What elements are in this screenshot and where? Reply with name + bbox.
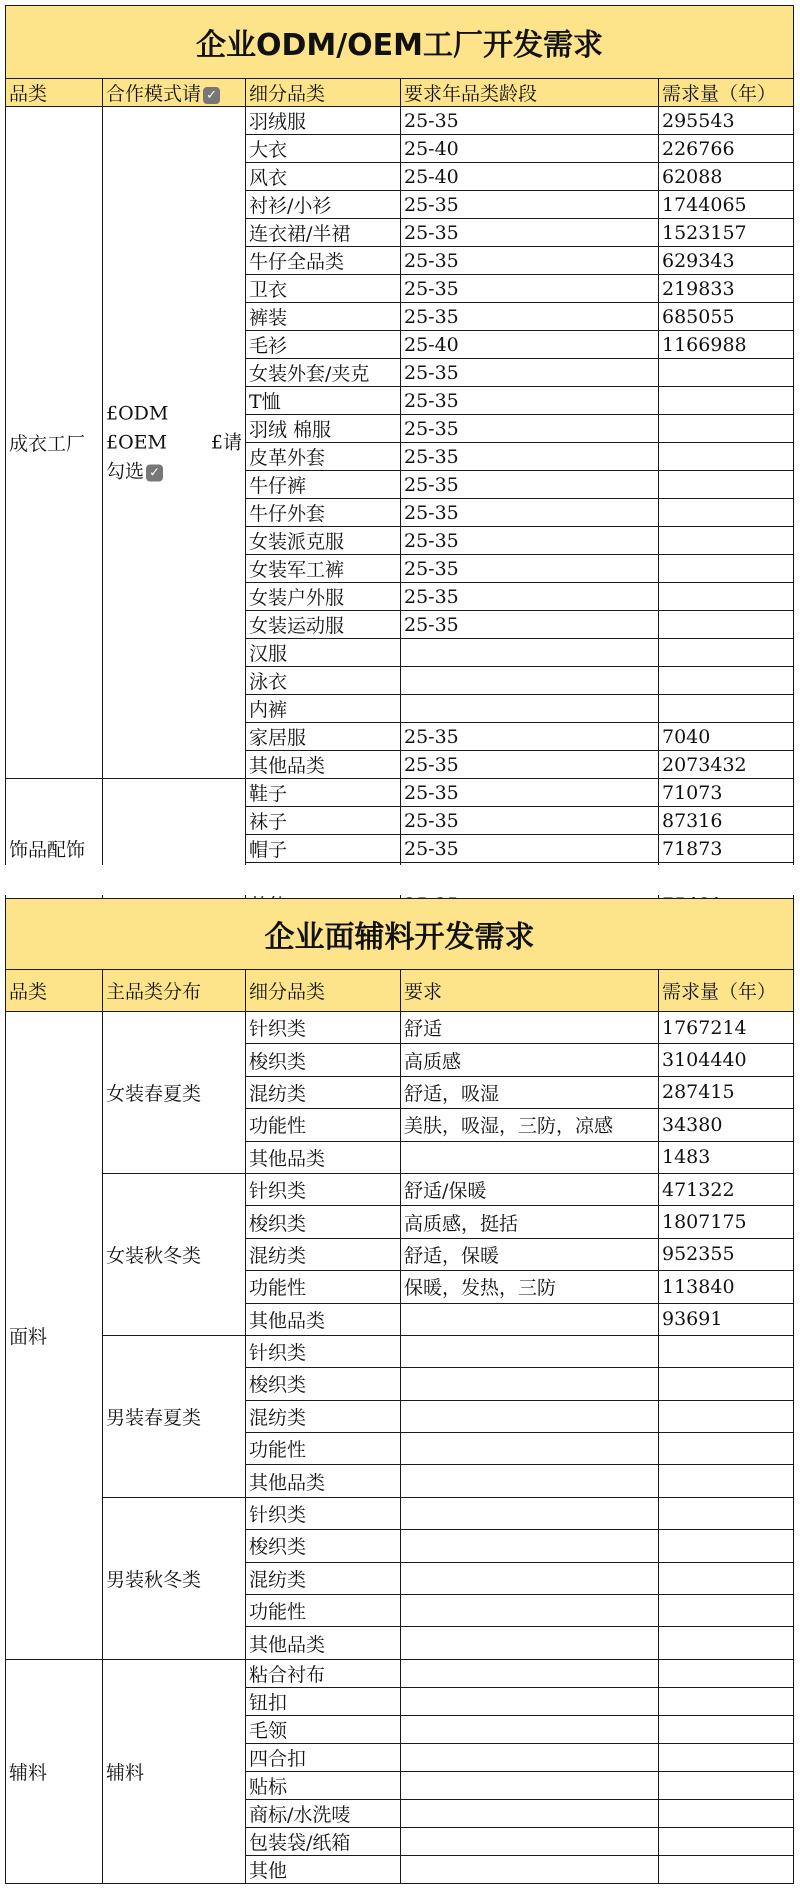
section-gap <box>0 865 800 895</box>
column-header <box>103 79 246 107</box>
annual-demand-cell <box>659 471 794 499</box>
annual-demand-cell <box>659 1465 794 1497</box>
requirement-cell <box>401 1400 659 1432</box>
subcategory-cell: 皮革外套 <box>246 443 401 471</box>
annual-demand-cell: 471322 <box>659 1173 794 1205</box>
table-row <box>6 1335 794 1367</box>
age-range-cell: 25-35 <box>401 443 659 471</box>
annual-demand-cell: 2073432 <box>659 751 794 779</box>
main-category-cell: 男装春夏类 <box>103 1335 246 1497</box>
mode-option-other: £请 <box>210 431 242 453</box>
annual-demand-cell: 1744065 <box>659 191 794 219</box>
requirement-cell <box>401 1141 659 1173</box>
subcategory-cell: 羽绒服 <box>246 107 401 135</box>
subcategory-cell: 针织类 <box>246 1335 401 1367</box>
subcategory-cell: 风衣 <box>246 163 401 191</box>
annual-demand-cell: 1483 <box>659 1141 794 1173</box>
subcategory-cell: 功能性 <box>246 1271 401 1303</box>
subcategory-cell: 毛领 <box>246 1715 401 1743</box>
age-range-cell <box>401 639 659 667</box>
subcategory-cell: 内裤 <box>246 695 401 723</box>
annual-demand-cell <box>659 499 794 527</box>
fabric-accessory-demand-table <box>5 898 794 1884</box>
subcategory-cell: 连衣裙/半裙 <box>246 219 401 247</box>
annual-demand-cell <box>659 1368 794 1400</box>
column-header: 要求年品类龄段 <box>401 79 659 107</box>
subcategory-cell: 大衣 <box>246 135 401 163</box>
annual-demand-cell <box>659 1687 794 1715</box>
subcategory-cell: 汉服 <box>246 639 401 667</box>
subcategory-cell: 羽绒 棉服 <box>246 415 401 443</box>
age-range-cell: 25-35 <box>401 611 659 639</box>
age-range-cell: 25-35 <box>401 107 659 135</box>
subcategory-cell: 女装派克服 <box>246 527 401 555</box>
subcategory-cell: 功能性 <box>246 1109 401 1141</box>
annual-demand-cell <box>659 555 794 583</box>
subcategory-cell: 混纺类 <box>246 1400 401 1432</box>
annual-demand-cell: 87316 <box>659 807 794 835</box>
annual-demand-cell <box>659 1743 794 1771</box>
subcategory-cell: 梭织类 <box>246 1368 401 1400</box>
annual-demand-cell: 295543 <box>659 107 794 135</box>
annual-demand-cell <box>659 639 794 667</box>
age-range-cell: 25-35 <box>401 835 659 863</box>
requirement-cell <box>401 1303 659 1335</box>
subcategory-cell: 混纺类 <box>246 1238 401 1270</box>
annual-demand-cell: 629343 <box>659 247 794 275</box>
annual-demand-cell <box>659 1400 794 1432</box>
subcategory-cell: 其他品类 <box>246 1465 401 1497</box>
requirement-cell: 舒适，吸湿 <box>401 1076 659 1108</box>
age-range-cell <box>401 667 659 695</box>
annual-demand-cell <box>659 1497 794 1529</box>
requirement-cell <box>401 1497 659 1529</box>
annual-demand-cell: 685055 <box>659 303 794 331</box>
requirement-cell <box>401 1627 659 1659</box>
subcategory-cell: 其他品类 <box>246 1627 401 1659</box>
subcategory-cell: 其他品类 <box>246 1141 401 1173</box>
requirement-cell: 美肤，吸湿，三防，凉感 <box>401 1109 659 1141</box>
column-header: 品类 <box>6 79 103 107</box>
annual-demand-cell <box>659 359 794 387</box>
annual-demand-cell: 71073 <box>659 779 794 807</box>
annual-demand-cell <box>659 1433 794 1465</box>
annual-demand-cell: 7040 <box>659 723 794 751</box>
subcategory-cell: 卫衣 <box>246 275 401 303</box>
requirement-cell <box>401 1659 659 1687</box>
header-row <box>6 970 794 1012</box>
column-header: 品类 <box>6 970 103 1012</box>
annual-demand-cell: 952355 <box>659 1238 794 1270</box>
header-row <box>6 79 794 107</box>
annual-demand-cell: 1767214 <box>659 1012 794 1044</box>
annual-demand-cell: 34380 <box>659 1109 794 1141</box>
requirement-cell <box>401 1687 659 1715</box>
cooperation-mode-options <box>106 399 242 486</box>
subcategory-cell: 家居服 <box>246 723 401 751</box>
main-category-cell: 女装秋冬类 <box>103 1173 246 1335</box>
subcategory-cell: 衬衫/小衫 <box>246 191 401 219</box>
subcategory-cell: 毛衫 <box>246 331 401 359</box>
category-cell: 饰品配饰 <box>6 779 103 919</box>
subcategory-cell: 混纺类 <box>246 1076 401 1108</box>
annual-demand-cell <box>659 695 794 723</box>
subcategory-cell: 针织类 <box>246 1497 401 1529</box>
age-range-cell: 25-35 <box>401 779 659 807</box>
requirement-cell <box>401 1530 659 1562</box>
age-range-cell: 25-35 <box>401 247 659 275</box>
requirement-cell <box>401 1715 659 1743</box>
requirement-cell <box>401 1827 659 1855</box>
annual-demand-cell <box>659 1771 794 1799</box>
subcategory-cell: 牛仔全品类 <box>246 247 401 275</box>
subcategory-cell: 女装军工裤 <box>246 555 401 583</box>
subcategory-cell: 其他品类 <box>246 1303 401 1335</box>
age-range-cell: 25-40 <box>401 331 659 359</box>
subcategory-cell: 功能性 <box>246 1595 401 1627</box>
subcategory-cell: T恤 <box>246 387 401 415</box>
age-range-cell: 25-35 <box>401 303 659 331</box>
requirement-cell <box>401 1562 659 1594</box>
subcategory-cell: 钮扣 <box>246 1687 401 1715</box>
odm-oem-demand-table <box>5 5 794 919</box>
annual-demand-cell: 3104440 <box>659 1044 794 1076</box>
annual-demand-cell <box>659 1530 794 1562</box>
requirement-cell <box>401 1743 659 1771</box>
subcategory-cell: 其他品类 <box>246 751 401 779</box>
column-header: 需求量（年） <box>659 970 794 1012</box>
requirement-cell: 舒适，保暖 <box>401 1238 659 1270</box>
age-range-cell: 25-35 <box>401 499 659 527</box>
annual-demand-cell: 93691 <box>659 1303 794 1335</box>
subcategory-cell: 混纺类 <box>246 1562 401 1594</box>
column-header: 细分品类 <box>246 970 401 1012</box>
subcategory-cell: 四合扣 <box>246 1743 401 1771</box>
subcategory-cell: 贴标 <box>246 1771 401 1799</box>
annual-demand-cell <box>659 443 794 471</box>
annual-demand-cell <box>659 1595 794 1627</box>
main-category-cell: 男装秋冬类 <box>103 1497 246 1659</box>
age-range-cell: 25-40 <box>401 163 659 191</box>
age-range-cell: 25-35 <box>401 527 659 555</box>
annual-demand-cell: 219833 <box>659 275 794 303</box>
table-title: 企业ODM/OEM工厂开发需求 <box>6 6 794 79</box>
age-range-cell: 25-35 <box>401 219 659 247</box>
annual-demand-cell <box>659 415 794 443</box>
subcategory-cell: 牛仔裤 <box>246 471 401 499</box>
checkbox-checked-icon: ✓ <box>203 87 220 104</box>
table-row <box>6 1659 794 1687</box>
age-range-cell: 25-35 <box>401 415 659 443</box>
annual-demand-cell <box>659 1827 794 1855</box>
cooperation-mode-cell <box>103 107 246 779</box>
age-range-cell <box>401 695 659 723</box>
requirement-cell: 高质感 <box>401 1044 659 1076</box>
requirement-cell: 高质感，挺括 <box>401 1206 659 1238</box>
subcategory-cell: 梭织类 <box>246 1206 401 1238</box>
mode-option-oem: £OEM <box>106 431 167 453</box>
mode-instruction-label: 勾选 <box>106 460 145 482</box>
requirement-cell <box>401 1433 659 1465</box>
subcategory-cell: 裤装 <box>246 303 401 331</box>
annual-demand-cell <box>659 667 794 695</box>
age-range-cell: 25-35 <box>401 723 659 751</box>
table-row <box>6 1012 794 1044</box>
subcategory-cell: 粘合衬布 <box>246 1659 401 1687</box>
annual-demand-cell <box>659 1855 794 1883</box>
requirement-cell <box>401 1335 659 1367</box>
subcategory-cell: 功能性 <box>246 1433 401 1465</box>
annual-demand-cell: 1523157 <box>659 219 794 247</box>
requirement-cell <box>401 1771 659 1799</box>
age-range-cell: 25-35 <box>401 359 659 387</box>
annual-demand-cell <box>659 1715 794 1743</box>
subcategory-cell: 其他 <box>246 1855 401 1883</box>
subcategory-cell: 泳衣 <box>246 667 401 695</box>
subcategory-cell: 帽子 <box>246 835 401 863</box>
category-cell: 辅料 <box>6 1659 103 1883</box>
column-header: 需求量（年） <box>659 79 794 107</box>
subcategory-cell: 针织类 <box>246 1173 401 1205</box>
table-row <box>6 1173 794 1205</box>
age-range-cell: 25-35 <box>401 751 659 779</box>
annual-demand-cell <box>659 1562 794 1594</box>
age-range-cell: 25-35 <box>401 555 659 583</box>
age-range-cell: 25-35 <box>401 387 659 415</box>
age-range-cell: 25-35 <box>401 471 659 499</box>
annual-demand-cell <box>659 527 794 555</box>
annual-demand-cell <box>659 583 794 611</box>
annual-demand-cell: 287415 <box>659 1076 794 1108</box>
annual-demand-cell <box>659 387 794 415</box>
annual-demand-cell <box>659 1799 794 1827</box>
requirement-cell: 舒适/保暖 <box>401 1173 659 1205</box>
requirement-cell: 保暖，发热，三防 <box>401 1271 659 1303</box>
annual-demand-cell: 1807175 <box>659 1206 794 1238</box>
main-category-cell: 女装春夏类 <box>103 1012 246 1174</box>
annual-demand-cell: 113840 <box>659 1271 794 1303</box>
requirement-cell <box>401 1368 659 1400</box>
age-range-cell: 25-35 <box>401 807 659 835</box>
table-row <box>6 779 794 807</box>
requirement-cell: 舒适 <box>401 1012 659 1044</box>
subcategory-cell: 包装袋/纸箱 <box>246 1827 401 1855</box>
annual-demand-cell: 62088 <box>659 163 794 191</box>
requirement-cell <box>401 1799 659 1827</box>
column-header: 细分品类 <box>246 79 401 107</box>
category-cell: 面料 <box>6 1012 103 1660</box>
annual-demand-cell: 226766 <box>659 135 794 163</box>
subcategory-cell: 商标/水洗唛 <box>246 1799 401 1827</box>
requirement-cell <box>401 1595 659 1627</box>
main-category-cell: 辅料 <box>103 1659 246 1883</box>
table-row <box>6 1497 794 1529</box>
annual-demand-cell: 1166988 <box>659 331 794 359</box>
annual-demand-cell <box>659 1659 794 1687</box>
mode-instruction <box>106 457 242 486</box>
age-range-cell: 25-35 <box>401 583 659 611</box>
subcategory-cell: 针织类 <box>246 1012 401 1044</box>
checkbox-checked-icon: ✓ <box>146 464 163 481</box>
column-header: 要求 <box>401 970 659 1012</box>
subcategory-cell: 梭织类 <box>246 1044 401 1076</box>
table-title: 企业面辅料开发需求 <box>6 899 794 970</box>
subcategory-cell: 女装户外服 <box>246 583 401 611</box>
annual-demand-cell <box>659 1627 794 1659</box>
annual-demand-cell <box>659 611 794 639</box>
table-row <box>6 107 794 135</box>
column-header: 主品类分布 <box>103 970 246 1012</box>
subcategory-cell: 女装运动服 <box>246 611 401 639</box>
subcategory-cell: 袜子 <box>246 807 401 835</box>
subcategory-cell: 牛仔外套 <box>246 499 401 527</box>
annual-demand-cell: 71873 <box>659 835 794 863</box>
age-range-cell: 25-35 <box>401 275 659 303</box>
subcategory-cell: 鞋子 <box>246 779 401 807</box>
subcategory-cell: 女装外套/夹克 <box>246 359 401 387</box>
annual-demand-cell <box>659 1335 794 1367</box>
mode-option-odm: £ODM <box>106 402 169 424</box>
category-cell: 成衣工厂 <box>6 107 103 779</box>
requirement-cell <box>401 1855 659 1883</box>
age-range-cell: 25-40 <box>401 135 659 163</box>
subcategory-cell: 梭织类 <box>246 1530 401 1562</box>
age-range-cell: 25-35 <box>401 191 659 219</box>
requirement-cell <box>401 1465 659 1497</box>
column-header-label: 合作模式请 <box>106 83 202 105</box>
